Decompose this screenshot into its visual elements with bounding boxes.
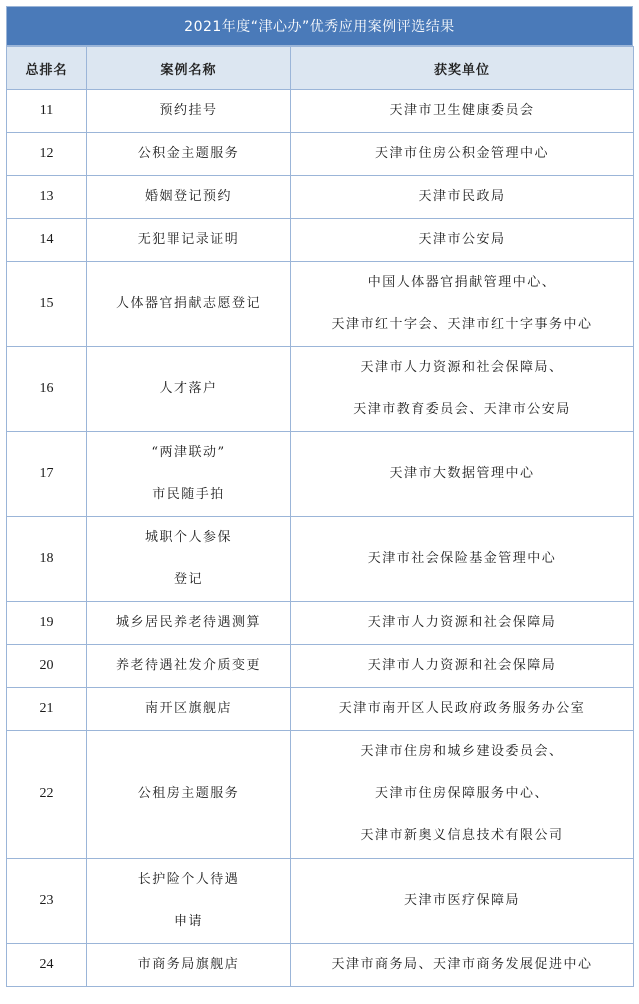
award-unit-cell-line: 天津市商务局、天津市商务发展促进中心 (331, 956, 593, 972)
case-name-cell-line: 登记 (173, 572, 203, 587)
case-name-cell (87, 943, 291, 986)
case-name-cell-line: 城乡居民养老待遇测算 (115, 615, 261, 630)
award-unit-cell (291, 176, 634, 219)
rank-cell: 12 (7, 133, 87, 176)
case-name-cell (87, 432, 291, 517)
award-unit-cell (291, 688, 634, 731)
award-unit-cell (291, 90, 634, 133)
case-name-cell (87, 688, 291, 731)
case-name-cell-line: 人体器官捐献志愿登记 (115, 296, 261, 311)
table-row (7, 645, 634, 688)
rank-cell: 16 (7, 347, 87, 432)
table-row (7, 90, 634, 133)
case-name-cell-line: 无犯罪记录证明 (137, 232, 240, 247)
case-name-cell (87, 731, 291, 859)
award-unit-cell (291, 347, 634, 432)
case-name-cell-line: “两津联动” (151, 445, 226, 460)
case-name-cell-line: 城职个人参保 (144, 530, 232, 545)
table-title: 2021年度“津心办”优秀应用案例评选结果 (6, 6, 633, 46)
award-unit-cell (291, 858, 634, 943)
award-unit-cell (291, 133, 634, 176)
case-name-cell-line: 预约挂号 (159, 103, 218, 118)
table-row (7, 176, 634, 219)
award-unit-cell-line: 天津市人力资源和社会保障局、 (360, 360, 564, 375)
award-unit-cell (291, 731, 634, 859)
case-name-cell (87, 176, 291, 219)
case-name-cell-line: 公积金主题服务 (137, 146, 240, 161)
award-unit-cell-line: 天津市住房保障服务中心、 (374, 786, 549, 802)
case-name-cell-line: 市商务局旗舰店 (137, 956, 240, 972)
results-table (6, 46, 634, 987)
table-row (7, 133, 634, 176)
award-unit-cell-line: 天津市新奥义信息技术有限公司 (360, 828, 564, 844)
case-name-cell (87, 347, 291, 432)
table-row (7, 602, 634, 645)
award-unit-cell (291, 432, 634, 517)
rank-cell: 20 (7, 645, 87, 688)
award-unit-cell-line: 天津市人力资源和社会保障局 (367, 658, 557, 673)
rank-cell: 11 (7, 90, 87, 133)
award-unit-cell-line: 天津市教育委员会、天津市公安局 (353, 402, 571, 417)
header-row (7, 47, 634, 90)
table-row (7, 688, 634, 731)
rank-cell: 15 (7, 262, 87, 347)
award-unit-cell-line: 天津市红十字会、天津市红十字事务中心 (331, 317, 593, 332)
case-name-cell (87, 262, 291, 347)
header-case-name: 案例名称 (87, 47, 291, 90)
award-unit-cell-line: 天津市医疗保障局 (403, 892, 520, 908)
award-unit-cell-line: 天津市南开区人民政府政务服务办公室 (338, 701, 586, 716)
award-unit-cell-line: 天津市公安局 (418, 232, 506, 247)
table-row (7, 219, 634, 262)
table-row (7, 432, 634, 517)
case-name-cell-line: 市民随手拍 (152, 487, 225, 502)
rank-cell: 23 (7, 858, 87, 943)
table-row (7, 943, 634, 986)
award-unit-cell-line: 天津市民政局 (418, 189, 506, 204)
case-name-cell (87, 133, 291, 176)
award-unit-cell (291, 262, 634, 347)
header-rank: 总排名 (7, 47, 87, 90)
rank-cell: 21 (7, 688, 87, 731)
case-name-cell-line: 公租房主题服务 (137, 786, 240, 802)
award-unit-cell-line: 天津市住房公积金管理中心 (374, 146, 549, 161)
award-unit-cell-line: 天津市住房和城乡建设委员会、 (360, 744, 564, 760)
case-name-cell (87, 645, 291, 688)
table-row (7, 731, 634, 859)
case-name-cell-line: 南开区旗舰店 (144, 701, 232, 716)
results-table-container (6, 6, 633, 987)
case-name-cell-line: 养老待遇社发介质变更 (115, 658, 261, 673)
award-unit-cell (291, 517, 634, 602)
award-unit-cell-line: 天津市人力资源和社会保障局 (367, 615, 557, 630)
rank-cell: 13 (7, 176, 87, 219)
case-name-cell-line: 人才落户 (159, 381, 218, 396)
case-name-cell (87, 219, 291, 262)
award-unit-cell (291, 219, 634, 262)
award-unit-cell (291, 645, 634, 688)
case-name-cell (87, 858, 291, 943)
rank-cell: 18 (7, 517, 87, 602)
rank-cell: 22 (7, 731, 87, 859)
table-row (7, 517, 634, 602)
case-name-cell (87, 602, 291, 645)
case-name-cell (87, 90, 291, 133)
case-name-cell-line: 婚姻登记预约 (144, 189, 232, 204)
table-row (7, 347, 634, 432)
rank-cell: 14 (7, 219, 87, 262)
case-name-cell-line: 长护险个人待遇 (137, 871, 240, 887)
award-unit-cell-line: 天津市大数据管理中心 (389, 466, 535, 481)
rank-cell: 17 (7, 432, 87, 517)
table-row (7, 858, 634, 943)
award-unit-cell-line: 天津市卫生健康委员会 (389, 103, 535, 118)
case-name-cell (87, 517, 291, 602)
award-unit-cell (291, 943, 634, 986)
award-unit-cell-line: 天津市社会保险基金管理中心 (367, 551, 557, 566)
rank-cell: 24 (7, 943, 87, 986)
award-unit-cell (291, 602, 634, 645)
header-award-unit: 获奖单位 (291, 47, 634, 90)
award-unit-cell-line: 中国人体器官捐献管理中心、 (367, 275, 557, 290)
case-name-cell-line: 申请 (173, 913, 203, 929)
table-row (7, 262, 634, 347)
rank-cell: 19 (7, 602, 87, 645)
